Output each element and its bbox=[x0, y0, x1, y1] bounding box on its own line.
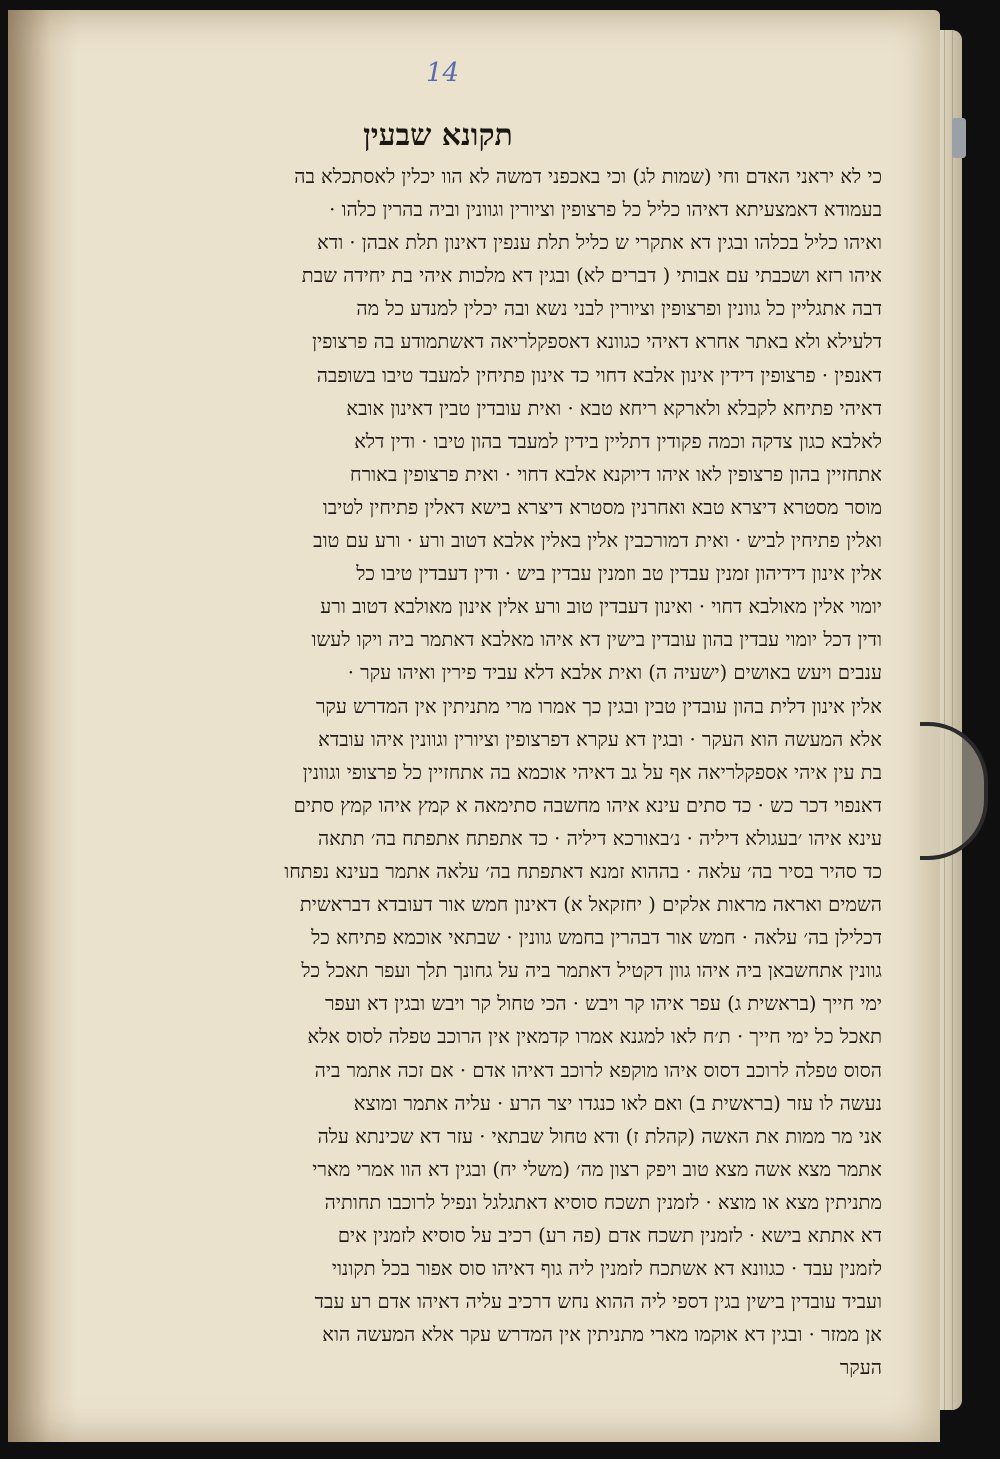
text-line: אלין אינון דלית בהון עובדין טבין ובגין כך אמרו מרי מתניתין אין המדרש עקר bbox=[315, 694, 882, 718]
text-line: דבה אתגליין כל גוונין ופרצופין וציורין לבני נשא ובה יכלין למנדע כל מה bbox=[356, 297, 882, 321]
text-line: ימי חייך (בראשית ג) עפר איהו קר ויבש · הכי טחול קר ויבש ובגין דא ועפר bbox=[324, 992, 882, 1016]
text-line: בעמודא דאמצעיתא דאיהו כליל כל פרצופין וציורין וגוונין וביה בהרין כלהו · bbox=[329, 198, 882, 222]
text-line: ענבים ויעש באושים (ישעיה ה) ואית אלבא דלא עביד פירין ואיהו עקר · bbox=[347, 661, 882, 685]
text-line: ודין דכל יומוי עבדין בהון עובדין בישין דא איהו מאלבא דאתמר ביה ויקו לעשו bbox=[311, 628, 882, 652]
text-line: גוונין אתחשבאן ביה איהו גוון דקטיל דאתמר ביה על גחונך תלך ועפר תאכל כל bbox=[301, 959, 882, 983]
main-text bbox=[70, 160, 882, 1384]
catchword: העקר bbox=[839, 1356, 882, 1380]
text-line: יומוי אלין מאולבא דחוי · ואינון דעבדין טוב ורע אלין אינון מאולבא דטוב ורע bbox=[320, 595, 882, 619]
text-line: לאלבא כגון צדקה וכמה פקודין דתליין בידין למעבד בהון טיבו · ודין דלא bbox=[354, 429, 882, 453]
text-line: אתחזיין בהון פרצופין לאו איהו דיוקנא אלבא דחוי · ואית פרצופין באורח bbox=[350, 462, 882, 486]
text-line: דאנפוי דכר כש · כד סתים עינא איהו מחשבה סתימאה א קמץ איהו קמץ סתים bbox=[293, 793, 882, 817]
text-line: מוסר מסטרא דיצרא טבא ואחרנין מסטרא דיצרא בישא דאלין פתיחין לטיבו bbox=[322, 495, 882, 519]
text-line: דלעילא ולא באתר אחרא דאיהי כגוונא דאספקלריאה דאשתמודע בה פרצופין bbox=[312, 330, 882, 354]
text-line: אני מר ממות את האשה (קהלת ז) ודא טחול שבתאי · עזר דא שכינתא עלה bbox=[317, 1124, 882, 1148]
gutter-shadow bbox=[8, 10, 78, 1442]
text-line: נעשה לו עזר (בראשית ב) ואם לאו כנגדו יצר הרע · עליה אתמר ומוצא bbox=[353, 1091, 882, 1115]
text-line: ואלין פתיחין לביש · ואית דמורכבין אלין באלין אלבא דטוב ורע · ורע עם טוב bbox=[313, 529, 882, 553]
text-line: מתניתין מצא או מוצא · לזמנין תשכח סוסיא דאתגלגל ונפיל לרוכבו תחותיה bbox=[324, 1190, 882, 1214]
text-line: דא אתתא בישא · לזמנין תשכח אדם (פה רע) רכיב על סוסיא לזמנין אים bbox=[337, 1224, 882, 1247]
page-clip bbox=[952, 118, 966, 158]
book-page bbox=[8, 10, 940, 1442]
text-line: ואיהו כליל בכלהו ובגין דא אתקרי ש כליל תלת ענפין דאינון תלת אבהן · ודא bbox=[317, 231, 882, 255]
text-line: אלא המעשה הוא העקר · ובגין דא עקרא דפרצופין וציורין וגוונין איהו עובדא bbox=[318, 727, 882, 751]
text-line: כי לא יראני האדם וחי (שמות לג) וכי באכפני דמשה לא הוו יכלין לאסתכלא בה bbox=[294, 165, 882, 188]
text-line: הסוס טפלה לרוכב דסוס איהו מוקפא לרוכב דאיהו אדם · אם זכה אתמר ביה bbox=[314, 1058, 882, 1082]
text-line: ועביד עובדין בישין בגין דספי ליה ההוא נחש דרכיב עליה דאיהו אדם רע עבד bbox=[314, 1290, 882, 1314]
text-line: לזמנין עבד · כגוונא דא אשתכח לזמנין ליה גוף דאיהו סוס אפור בכל תקונוי bbox=[331, 1257, 882, 1281]
text-line: השמים ואראה מראות אלקים ( יחזקאל א) דאינון חמש אור דעובדא דבראשית bbox=[299, 893, 882, 917]
text-line: אן ממזר · ובגין דא אוקמו מארי מתניתין אין המדרש עקר אלא המעשה הוא bbox=[322, 1323, 882, 1347]
text-line: דאיהי פתיחא לקבלא ולארקא ריחא טבא · ואית עובדין טבין דאינון אובא bbox=[346, 396, 882, 420]
text-line: אלין אינון דידיהון זמנין עבדין טב וזמנין עבדין ביש · ודין דעבדין טיבו כל bbox=[356, 562, 882, 586]
text-line: עינא איהו ׳בעגולא דיליה · נ׳באורכא דיליה · כד אתפתח אתפתח בה׳ תתאה bbox=[317, 826, 882, 850]
text-line: בת עין איהי אספקלריאה אף על גב דאיהי אוכמא בה אתחזיין כל פרצופי וגוונין bbox=[302, 760, 882, 784]
text-line: איהו רזא ושכבתי עם אבותי ( דברים לא) ובגין דא מלכות איהי בת יחידה שבת bbox=[301, 264, 882, 288]
text-line: דאנפין · פרצופין דידין אינון אלבא דחוי כד אינון פתיחין למעבד טיבו בשופבה bbox=[316, 363, 882, 387]
text-line: תאכל כל ימי חייך · ת׳ח לאו למגנא אמרו קדמאין אין הרוכב טפלה לסוס אלא bbox=[307, 1025, 882, 1049]
text-line: כד סהיר בסיר בה׳ עלאה · בההוא זמנא דאתפתח בה׳ עלאה אתמר בעינא נפתחו bbox=[284, 859, 882, 883]
running-head: תקונא שבעין bbox=[363, 118, 513, 153]
folio-number: 14 bbox=[426, 58, 460, 88]
text-line: אתמר מצא אשה מצא טוב ויפק רצון מה׳ (משלי יח) ובגין דא הוו אמרי מארי bbox=[312, 1157, 882, 1181]
text-line: דכלילן בה׳ עלאה · חמש אור דבהרין בחמש גוונין · שבתאי אוכמא פתיחא כל bbox=[311, 926, 882, 950]
